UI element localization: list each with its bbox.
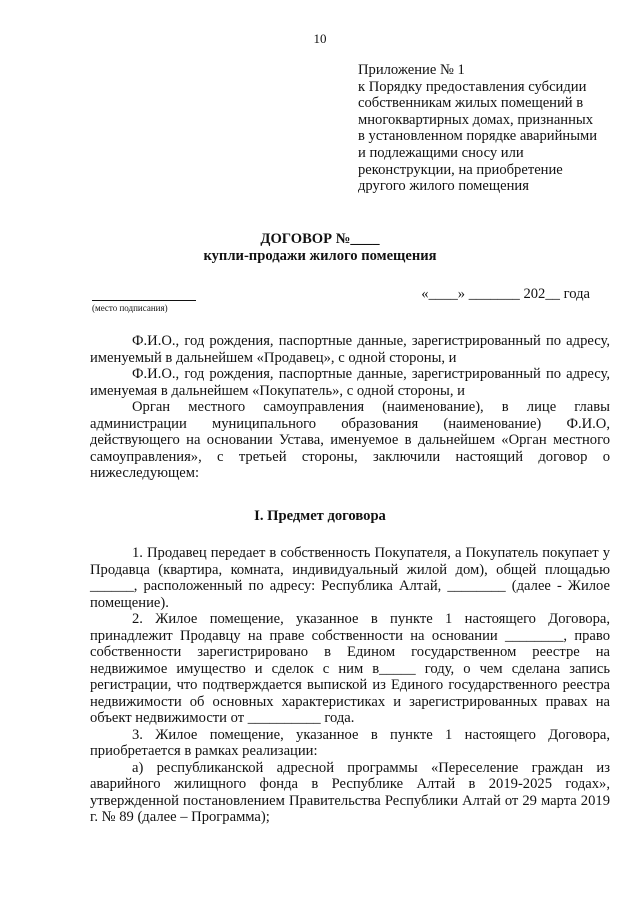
appendix-line: в установленном порядке аварийными: [358, 128, 598, 145]
contract-date: «____» _______ 202__ года: [421, 286, 590, 302]
section-heading: I. Предмет договора: [254, 508, 386, 524]
appendix-line: многоквартирных домах, признанных: [358, 111, 594, 128]
appendix-line: и подлежащими сносу или: [358, 144, 524, 161]
appendix-line: к Порядку предоставления субсидии: [358, 78, 587, 95]
signing-place: [92, 286, 196, 314]
intro-block: [90, 333, 610, 482]
signing-place-line: [92, 286, 196, 301]
seller-paragraph: Ф.И.О., год рождения, паспортные данные, зарегистрированный по адресу, именуемый в дальнейшем «Продавец», с одной стороны, и: [90, 333, 610, 366]
appendix-line: другого жилого помещения: [358, 178, 529, 195]
clause-3: 3. Жилое помещение, указанное в пункте 1 настоящего Договора, приобретается в рамках реализации:: [90, 726, 610, 759]
contract-title-number: ДОГОВОР №____: [260, 231, 380, 247]
appendix-block: [358, 62, 620, 195]
contract-title: [0, 231, 640, 265]
clause-3a: а) республиканской адресной программы «Переселение граждан из аварийного жилищного фонда в Республике Алтай в 2019-2025 годах», утвержденной постановлением Правительства Республики Алтай от 29 марта 2019 г. № 89 (далее – Программа);: [90, 759, 610, 825]
appendix-line: Приложение № 1: [358, 62, 465, 78]
section1-block: [90, 545, 610, 826]
clause-2: 2. Жилое помещение, указанное в пункте 1 настоящего Договора, принадлежит Продавцу на праве собственности на основании ________, право собственности зарегистрировано в Едином государственном реестре на недвижимое имущество и сделок с ним в_____ году, о чем сделана запись регистрации, что подтверждается выпиской из Единого государственного реестра недвижимости об основных характеристиках и зарегистрированных правах на объект недвижимости от __________ года.: [90, 611, 610, 726]
page-number: 10: [313, 31, 327, 46]
clause-1: 1. Продавец передает в собственность Покупателя, а Покупатель покупает у Продавца (квартира, комната, индивидуальный жилой дом), общей площадью ______, расположенный по адресу: Республика Алтай, ________ (далее - Жилое помещение).: [90, 545, 610, 611]
signing-place-caption: (место подписания): [92, 303, 168, 313]
appendix-line: собственникам жилых помещений в: [358, 95, 584, 112]
buyer-paragraph: Ф.И.О., год рождения, паспортные данные, зарегистрированный по адресу, именуемая в дальнейшем «Покупатель», с одной стороны, и: [90, 366, 610, 399]
appendix-line: реконструкции, на приобретение: [358, 161, 563, 178]
authority-paragraph: Орган местного самоуправления (наименование), в лице главы администрации муниципального образования (наименование) Ф.И.О, действующего на основании Устава, именуемое в дальнейшем «Орган местного самоуправления», с третьей стороны, заключили настоящий договор о нижеследующем:: [90, 399, 610, 481]
contract-title-subject: купли-продажи жилого помещения: [203, 248, 437, 264]
